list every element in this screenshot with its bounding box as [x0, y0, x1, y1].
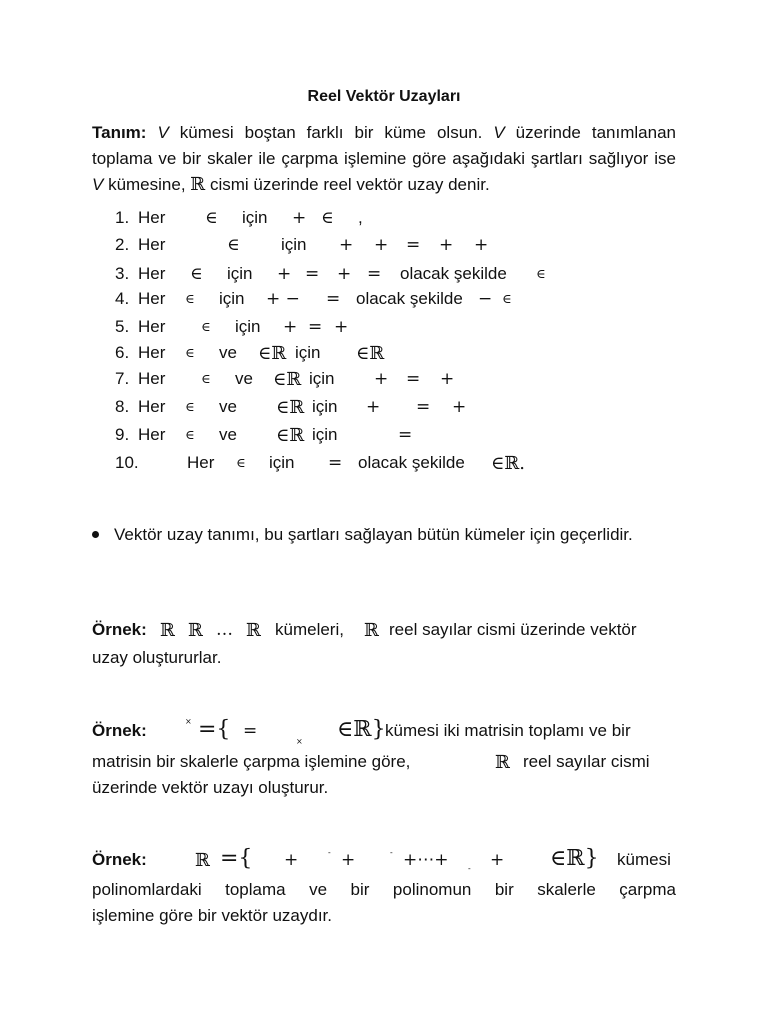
plus-minus-symbol: + −: [266, 289, 300, 309]
element-of-reals: ∈ℝ}: [550, 846, 599, 871]
equals-symbol: =: [328, 453, 343, 473]
element-of-symbol: ∈: [201, 320, 211, 335]
plus-symbol: +: [474, 235, 489, 255]
equals-symbol: =: [367, 264, 382, 284]
plus-symbol: +: [277, 264, 292, 284]
element-of-reals: ∈ℝ: [258, 343, 287, 364]
equals-symbol: =: [406, 235, 421, 255]
item-text: Her: [138, 343, 166, 362]
item-text: ve: [235, 369, 253, 388]
plus-symbol: +: [284, 850, 299, 870]
set-v: V: [157, 123, 169, 142]
example-text: kümesi iki matrisin toplamı ve bir: [385, 721, 631, 740]
element-of-symbol: ∈: [321, 208, 334, 228]
example-label: Örnek:: [92, 850, 147, 869]
example-label: Örnek:: [92, 721, 147, 740]
plus-symbol: +: [440, 369, 455, 389]
equals-brace: ={: [198, 717, 231, 742]
item-text: olacak şekilde: [358, 453, 465, 472]
item-number: 8.: [115, 397, 130, 416]
item-text: olacak şekilde: [400, 264, 507, 283]
item-text: Her: [138, 235, 166, 254]
item-text: için: [281, 235, 307, 254]
bullet-icon: [92, 531, 99, 538]
plus-symbol: +: [339, 235, 354, 255]
item-text: ,: [358, 208, 363, 227]
item-text: için: [242, 208, 268, 227]
example-text: polinomlardaki toplama ve bir polinomun bir skalerle çarpma: [92, 880, 676, 899]
equals-symbol: =: [305, 264, 320, 284]
subscript-mark: -: [468, 864, 471, 873]
example-text: reel sayılar cismi: [523, 752, 650, 771]
page-title: Reel Vektör Uzayları: [307, 88, 461, 105]
definition-text: kümesi boştan farklı bir küme olsun.: [168, 123, 494, 142]
item-number: 5.: [115, 317, 130, 336]
item-text: için: [269, 453, 295, 472]
item-text: Her: [138, 208, 166, 227]
element-of-symbol: ∈: [227, 235, 240, 255]
element-of-symbol: ∈: [185, 292, 195, 307]
equals-symbol: =: [243, 721, 258, 741]
item-text: Her: [187, 453, 215, 472]
set-v: V: [493, 123, 505, 142]
item-text: Her: [138, 369, 166, 388]
element-of-reals: ∈ℝ: [276, 397, 305, 418]
example-text: reel sayılar cismi üzerinde vektör: [389, 620, 637, 639]
item-text: için: [219, 289, 245, 308]
item-text: Her: [138, 289, 166, 308]
item-number: 1.: [115, 208, 130, 227]
plus-symbol: +: [439, 235, 454, 255]
element-of-symbol: ∈: [205, 208, 218, 228]
example-text: kümesi: [617, 850, 671, 869]
plus-symbol: +: [341, 850, 356, 870]
example-text: matrisin bir skalerle çarpma işlemine göre,: [92, 752, 411, 771]
item-number: 3.: [115, 264, 130, 283]
plus-symbol: +: [374, 369, 389, 389]
plus-symbol: +: [334, 317, 349, 337]
item-text: ve: [219, 397, 237, 416]
element-of-symbol: ∈: [190, 264, 203, 284]
item-number: 6.: [115, 343, 130, 362]
element-of-reals: ∈ℝ}: [337, 717, 386, 742]
item-text: Her: [138, 425, 166, 444]
example-label: Örnek:: [92, 620, 147, 639]
equals-symbol: =: [416, 397, 431, 417]
item-text: için: [235, 317, 261, 336]
definition-label: Tanım:: [92, 123, 147, 142]
item-text: için: [312, 397, 338, 416]
item-number: 9.: [115, 425, 130, 444]
minus-symbol: −: [478, 289, 493, 309]
plus-symbol: +: [283, 317, 298, 337]
real-numbers-symbol: ℝ: [246, 620, 261, 641]
plus-symbol: +: [374, 235, 389, 255]
definition-text: kümesine,: [103, 175, 191, 194]
item-text: Her: [138, 397, 166, 416]
real-numbers-symbol: ℝ: [495, 752, 510, 773]
item-number: 4.: [115, 289, 130, 308]
definition-text: cismi üzerinde reel vektör uzay denir.: [209, 175, 490, 194]
superscript-mark: -: [328, 848, 331, 857]
set-v: V: [92, 175, 104, 194]
item-text: için: [309, 369, 335, 388]
real-numbers-symbol: ℝ: [160, 620, 175, 641]
item-text: için: [295, 343, 321, 362]
element-of-symbol: ∈: [185, 428, 195, 443]
item-number: 7.: [115, 369, 130, 388]
equals-symbol: =: [308, 317, 323, 337]
element-of-symbol: ∈: [185, 400, 195, 415]
element-of-symbol: ∈: [201, 372, 211, 387]
element-of-reals: ∈ℝ: [356, 343, 385, 364]
element-of-symbol: ∈: [236, 456, 246, 471]
real-numbers-symbol: ℝ: [364, 620, 379, 641]
superscript-times: ×: [185, 717, 192, 726]
real-numbers-symbol: ℝ: [190, 174, 206, 195]
element-of-symbol: ∈: [502, 292, 512, 307]
plus-symbol: +: [452, 397, 467, 417]
real-numbers-symbol: ℝ: [188, 620, 203, 641]
example-text: uzay oluştururlar.: [92, 648, 222, 667]
real-numbers-symbol: ℝ: [195, 850, 210, 871]
item-text: ve: [219, 425, 237, 444]
item-text: Her: [138, 264, 166, 283]
element-of-reals: ∈ℝ: [273, 369, 302, 390]
element-of-reals: ∈ℝ.: [491, 453, 526, 474]
example-text: kümeleri,: [275, 620, 344, 639]
item-text: Her: [138, 317, 166, 336]
superscript-mark: -: [390, 848, 393, 857]
element-of-reals: ∈ℝ: [276, 425, 305, 446]
definition-paragraph: [92, 120, 676, 198]
definition-text: üzerinde tanımlanan toplama ve bir skaler ile çarpma işlemine göre aşağıdaki şartları sağlıyor ise: [92, 123, 676, 168]
equals-symbol: =: [326, 289, 341, 309]
element-of-symbol: ∈: [185, 346, 195, 361]
equals-symbol: =: [398, 425, 413, 445]
item-text: olacak şekilde: [356, 289, 463, 308]
item-number: 2.: [115, 235, 130, 254]
subscript-times: ×: [296, 737, 303, 746]
item-number: 10.: [115, 453, 139, 472]
equals-symbol: =: [406, 369, 421, 389]
plus-symbol: +: [366, 397, 381, 417]
item-text: ve: [219, 343, 237, 362]
equals-brace: ={: [220, 846, 253, 871]
example-text: üzerinde vektör uzayı oluşturur.: [92, 778, 329, 797]
plus-dots-plus: +⋯+: [403, 850, 449, 870]
ellipsis-symbol: …: [216, 620, 233, 640]
plus-symbol: +: [292, 208, 307, 228]
item-text: için: [227, 264, 253, 283]
item-text: için: [312, 425, 338, 444]
element-of-symbol: ∈: [536, 267, 546, 282]
plus-symbol: +: [490, 850, 505, 870]
bullet-text: Vektör uzay tanımı, bu şartları sağlayan bütün kümeler için geçerlidir.: [114, 525, 633, 544]
example-text: işlemine göre bir vektör uzaydır.: [92, 906, 332, 925]
plus-symbol: +: [337, 264, 352, 284]
